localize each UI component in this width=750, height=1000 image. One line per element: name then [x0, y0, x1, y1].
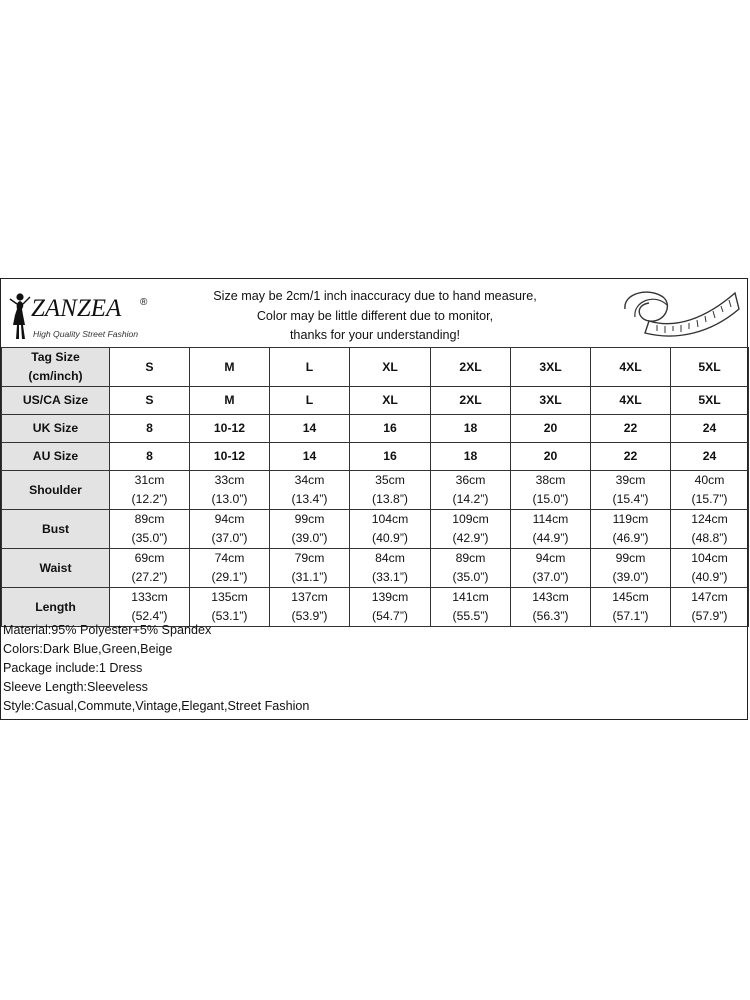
- measurement-cell: [190, 471, 270, 510]
- inch-value: (13.8”): [372, 492, 408, 506]
- measurement-cell: [671, 549, 749, 588]
- size-table: [1, 347, 749, 627]
- inch-value: (40.9”): [372, 531, 408, 545]
- size-chart: [0, 278, 748, 720]
- size-row: [2, 387, 749, 415]
- size-cell: M: [190, 387, 270, 415]
- inch-value: (55.5”): [452, 609, 489, 623]
- measurement-cell: [350, 471, 431, 510]
- inch-value: (57.1”): [612, 609, 649, 623]
- size-header-cell: XL: [350, 348, 431, 387]
- inch-value: (40.9”): [691, 570, 728, 584]
- measurement-cell: [350, 549, 431, 588]
- cm-value: 89cm: [455, 551, 486, 565]
- chart-header: [1, 279, 747, 348]
- inch-value: (57.9”): [691, 609, 728, 623]
- cm-value: 33cm: [214, 473, 245, 487]
- brand-logo: [3, 285, 163, 341]
- measuring-tape-icon: [615, 283, 741, 343]
- row-label: AU Size: [2, 443, 110, 471]
- cm-value: 36cm: [455, 473, 486, 487]
- brand-tagline: High Quality Street Fashion: [33, 329, 139, 339]
- inch-value: (42.9”): [452, 531, 489, 545]
- cm-value: 133cm: [131, 590, 168, 604]
- size-cell: 24: [671, 443, 749, 471]
- cm-value: 114cm: [532, 512, 569, 526]
- size-cell: 5XL: [671, 387, 749, 415]
- measurement-cell: [431, 588, 511, 627]
- detail-style: Style:Casual,Commute,Vintage,Elegant,Street Fashion: [3, 699, 310, 713]
- inch-value: (13.0”): [211, 492, 248, 506]
- cm-value: 147cm: [691, 590, 728, 604]
- size-cell: XL: [350, 387, 431, 415]
- inch-value: (52.4”): [131, 609, 168, 623]
- cm-value: 94cm: [535, 551, 566, 565]
- notice-line: Size may be 2cm/1 inch inaccuracy due to hand measure,: [213, 289, 537, 303]
- measurement-cell: [270, 510, 350, 549]
- size-header-cell: 3XL: [511, 348, 591, 387]
- cm-value: 137cm: [291, 590, 328, 604]
- size-header-cell: L: [270, 348, 350, 387]
- cm-value: 40cm: [694, 473, 725, 487]
- size-cell: 24: [671, 415, 749, 443]
- size-header-cell: 4XL: [591, 348, 671, 387]
- size-cell: 22: [591, 415, 671, 443]
- size-cell: 10-12: [190, 443, 270, 471]
- measurement-cell: [110, 471, 190, 510]
- cm-value: 99cm: [294, 512, 325, 526]
- cm-value: 31cm: [134, 473, 165, 487]
- measurement-cell: [591, 549, 671, 588]
- cm-value: 145cm: [612, 590, 649, 604]
- size-cell: 14: [270, 443, 350, 471]
- cm-value: 124cm: [691, 512, 728, 526]
- cm-value: 39cm: [615, 473, 646, 487]
- measurement-cell: [350, 510, 431, 549]
- inch-value: (37.0”): [532, 570, 569, 584]
- inch-value: (12.2”): [131, 492, 168, 506]
- size-cell: 16: [350, 415, 431, 443]
- measurement-notice: [161, 287, 589, 346]
- size-cell: 8: [110, 415, 190, 443]
- inch-value: (29.1”): [211, 570, 248, 584]
- inch-value: (54.7”): [372, 609, 408, 623]
- measurement-cell: [511, 510, 591, 549]
- cm-value: 74cm: [214, 551, 245, 565]
- inch-value: (13.4”): [291, 492, 328, 506]
- inch-value: (15.0”): [532, 492, 569, 506]
- detail-material: Material:95% Polyester+5% Spandex: [3, 623, 212, 637]
- measurement-row: [2, 471, 749, 510]
- measurement-cell: [190, 549, 270, 588]
- inch-value: (31.1”): [291, 570, 328, 584]
- measurement-cell: [110, 549, 190, 588]
- row-label: UK Size: [2, 415, 110, 443]
- row-label: Waist: [2, 549, 110, 588]
- notice-line: Color may be little different due to monitor,: [256, 308, 494, 323]
- tag-size-row: [2, 348, 749, 387]
- cm-value: 109cm: [452, 512, 489, 526]
- measurement-cell: [671, 510, 749, 549]
- size-row: [2, 443, 749, 471]
- measurement-cell: [270, 471, 350, 510]
- inch-value: (46.9”): [612, 531, 649, 545]
- measurement-cell: [431, 471, 511, 510]
- row-label: US/CA Size: [2, 387, 110, 415]
- cm-value: 104cm: [691, 551, 728, 565]
- measurement-cell: [110, 510, 190, 549]
- measurement-cell: [511, 549, 591, 588]
- size-header-cell: S: [110, 348, 190, 387]
- tag-size-label: Tag Size: [31, 350, 80, 364]
- size-cell: 22: [591, 443, 671, 471]
- cm-value: 143cm: [532, 590, 569, 604]
- inch-value: (14.2”): [452, 492, 489, 506]
- cm-value: 35cm: [375, 473, 405, 487]
- measurement-cell: [431, 549, 511, 588]
- unit-label: (cm/inch): [28, 369, 83, 383]
- inch-value: (15.4”): [612, 492, 649, 506]
- size-header-cell: 2XL: [431, 348, 511, 387]
- inch-value: (27.2”): [131, 570, 168, 584]
- product-details: [3, 621, 309, 716]
- inch-value: (35.0”): [452, 570, 489, 584]
- inch-value: (53.9”): [291, 609, 328, 623]
- detail-package: Package include:1 Dress: [3, 661, 143, 675]
- inch-value: (15.7”): [691, 492, 728, 506]
- cm-value: 119cm: [612, 512, 649, 526]
- registered-mark: ®: [140, 297, 148, 308]
- size-cell: 20: [511, 415, 591, 443]
- size-cell: S: [110, 387, 190, 415]
- inch-value: (39.0”): [291, 531, 328, 545]
- detail-colors: Colors:Dark Blue,Green,Beige: [3, 642, 173, 656]
- cm-value: 139cm: [371, 590, 409, 604]
- size-header-cell: M: [190, 348, 270, 387]
- size-cell: 16: [350, 443, 431, 471]
- cm-value: 34cm: [294, 473, 325, 487]
- measurement-cell: [511, 588, 591, 627]
- measurement-cell: [591, 588, 671, 627]
- measurement-cell: [591, 510, 671, 549]
- measurement-row: [2, 510, 749, 549]
- measurement-cell: [671, 471, 749, 510]
- inch-value: (33.1”): [372, 570, 408, 584]
- size-cell: 20: [511, 443, 591, 471]
- inch-value: (37.0”): [211, 531, 248, 545]
- measurement-cell: [431, 510, 511, 549]
- size-cell: 18: [431, 415, 511, 443]
- inch-value: (35.0”): [131, 531, 168, 545]
- row-label: [2, 348, 110, 387]
- notice-line: thanks for your understanding!: [289, 328, 461, 342]
- cm-value: 135cm: [211, 590, 248, 604]
- row-label: Length: [2, 588, 110, 627]
- size-cell: 18: [431, 443, 511, 471]
- cm-value: 89cm: [134, 512, 165, 526]
- size-header-cell: 5XL: [671, 348, 749, 387]
- size-row: [2, 415, 749, 443]
- size-cell: 10-12: [190, 415, 270, 443]
- inch-value: (48.8”): [691, 531, 728, 545]
- measurement-cell: [511, 471, 591, 510]
- cm-value: 69cm: [134, 551, 165, 565]
- brand-name: ZANZEA: [31, 295, 122, 322]
- measurement-cell: [671, 588, 749, 627]
- detail-sleeve: Sleeve Length:Sleeveless: [3, 680, 148, 694]
- size-cell: 8: [110, 443, 190, 471]
- size-cell: 14: [270, 415, 350, 443]
- cm-value: 141cm: [452, 590, 489, 604]
- inch-value: (56.3”): [532, 609, 569, 623]
- size-cell: L: [270, 387, 350, 415]
- measurement-row: [2, 549, 749, 588]
- size-cell: 3XL: [511, 387, 591, 415]
- cm-value: 84cm: [375, 551, 405, 565]
- row-label: Bust: [2, 510, 110, 549]
- cm-value: 104cm: [371, 512, 409, 526]
- measurement-cell: [270, 549, 350, 588]
- inch-value: (44.9”): [532, 531, 569, 545]
- cm-value: 79cm: [294, 551, 325, 565]
- measurement-cell: [350, 588, 431, 627]
- size-cell: 4XL: [591, 387, 671, 415]
- cm-value: 94cm: [214, 512, 245, 526]
- measurement-cell: [591, 471, 671, 510]
- row-label: Shoulder: [2, 471, 110, 510]
- inch-value: (53.1”): [211, 609, 248, 623]
- cm-value: 38cm: [535, 473, 566, 487]
- inch-value: (39.0”): [612, 570, 649, 584]
- measurement-cell: [190, 510, 270, 549]
- cm-value: 99cm: [615, 551, 646, 565]
- size-cell: 2XL: [431, 387, 511, 415]
